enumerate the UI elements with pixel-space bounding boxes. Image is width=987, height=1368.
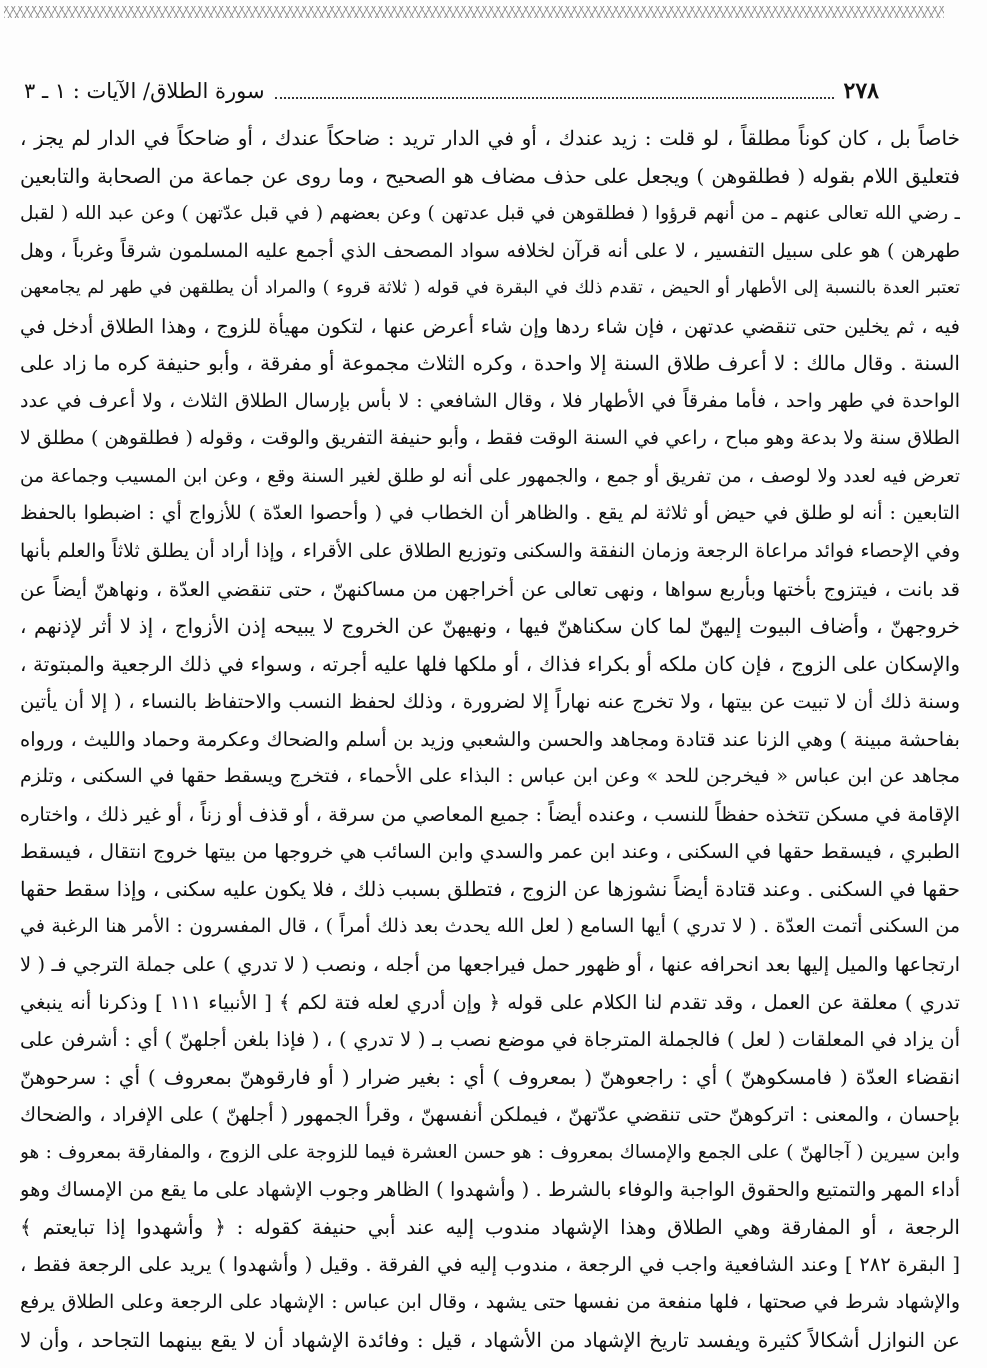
text-line: الواحدة في طهر واحد ، فأما مفرقاً في الأطهار فلا ، وقال الشافعي : لا بأس بإرسال الطلاق الثلاث ، ولا أعرف في عدد [20,389,960,412]
header-dotted-leader [275,83,834,99]
text-line: فيه ، ثم يخلين حتى تنقضي عدتهن ، فإن شاء ردها وإن شاء أعرض عنها ، لتكون مهيأة للزوج ، وهذا الطلاق أدخل في [20,314,960,338]
text-line: أداء المهر والتمتيع والحقوق الواجبة والوفاء بالشرط . ( وأشهدوا ) الظاهر وجوب الإشهاد على ما يقع من الإمساك وهو [20,1178,960,1202]
body-text [20,120,960,1359]
text-line: الطبري ، فيسقط حقها في السكنى ، وعند ابن عمر والسدي وابن السائب هي خروجها من بيتها خروج انتقال ، فيسقط [20,840,960,864]
text-line: بإحسان ، والمعنى : اتركوهنّ حتى تنقضي عدّتهنّ ، فيملكن أنفسهنّ ، وقرأ الجمهور ( أجلهنّ ) على الإفراد ، والضحاك [20,1103,960,1127]
text-line: عن النوازل أشكالاً كثيرة ويفسد تاريخ الإشهاد من الأشهاد ، قيل : وفائدة الإشهاد أن لا يقع بينهما التجاحد ، وأن لا [20,1327,960,1352]
text-line: قد بانت ، فيتزوج بأختها وبأربع سواها ، ونهى تعالى عن أخراجهن من مساكنهنّ ، حتى تنقضي العدّة ، ونهاهنّ أيضاً عن [20,577,960,601]
text-line: تدري ) معلقة عن العمل ، وقد تقدم لنا الكلام على قوله ﴿ وإن أدري لعله فتة لكم ﴾ [ الأنبياء ١١١ ] وذكرنا أنه ينبغي [20,990,960,1014]
text-line: انقضاء العدّة ( فامسكوهنّ ) أي : راجعوهنّ ( بمعروف ) أي : بغير ضرار ( أو فارقوهنّ بمعروف ) أي : سرحوهنّ [20,1064,960,1089]
text-line: من السكنى أتمت العدّة . ( لا تدري ) أيها السامع ( لعل الله يحدث بعد ذلك أمراً ) ، قال المفسرون : الأمر هنا الرغبة في [20,915,960,938]
text-line: أن يزاد في المعلقات ( لعل ) فالجملة المترجاة في موضع نصب بـ ( لا تدري ) ، ( فإذا بلغن أجلهنّ ) أي : أشرفن على [20,1028,960,1052]
text-line: تعتبر العدة بالنسبة إلى الأطهار أو الحيض ، تقدم ذلك في البقرة في قوله ( ثلاثة قروء ) والمراد أن يطلقهن في طهر لم يجامعهن [20,278,960,299]
text-line: مجاهد عن ابن عباس « فيخرجن للحد » وعن ابن عباس : البذاء على الأحماء ، فتخرج ويسقط حقها في السكنى ، وتلزم [20,765,960,788]
text-line: والإسكان على الزوج ، فإن كان ملكه أو بكراء فذاك ، أو ملكها فلها عليه أجرته ، وسواء في ذلك الرجعية والمبتوتة ، [20,651,960,676]
running-header [24,74,879,108]
text-line: خاصاً بل ، كان كوناً مطلقاً ، لو قلت : زيد عندك ، أو في الدار تريد : ضاحكاً عندك ، أو ضاحكاً في الدار لم يجز ، [20,126,960,150]
text-line: وفي الإحصاء فوائد مراعاة الرجعة وزمان النفقة والسكنى وتوزيع الطلاق على الأقراء ، وإذا أراد أن يطلق ثلاثاً والعلم بأنها [20,540,960,563]
text-line: طهرهن ) هو على سبيل التفسير ، لا على أنه قرآن لخلافه سواد المصحف الذي أجمع عليه المسلمون شرقاً وغرباً ، وهل [20,239,960,262]
text-line: السنة . وقال مالك : لا أعرف طلاق السنة إلا واحدة ، وكره الثلاث مجموعة أو مفرقة ، وأبو حنيفة كره ما زاد على [20,351,960,376]
header-title: سورة الطلاق/ الآيات : ١ ـ ٣ [24,79,265,103]
text-line: [ البقرة ٢٨٢ ] وعند الشافعية واجب في الرجعة ، مندوب إليه في الفرقة . وقيل ( وأشهدوا ) يريد على الرجعة فقط ، [20,1253,960,1277]
text-line: الرجعة ، أو المفارقة وهي الطلاق وهذا الإشهاد مندوب إليه عند أبي حنيفة كقوله : ﴿ وأشهدوا إذا تبايعتم ﴾ [20,1214,960,1239]
page-number: ٢٧٨ [843,78,879,104]
text-line: والإشهاد شرط في صحتها ، فلها منفعة من نفسها حتى يشهد ، وقال ابن عباس : الإشهاد على الرجعة وعلى الطلاق يرفع [20,1290,960,1313]
text-line: ـ رضي الله تعالى عنهم ـ من أنهم قرؤوا ( فطلقوهن في قبل عدتهن ) وعن بعضهم ( في قبل عدّتهن ) وعن عبد الله ( لقبل [20,203,960,225]
text-line: خروجهنّ ، وأضاف البيوت إليهنّ لما كان سكناهنّ فيها ، ونهيهنّ عن الخروج لا يبيحه إذن الأزواج ، إذ لا أثر لإذنهم ، [20,614,960,639]
text-line: وابن سيرين ( آجالهنّ ) على الجمع والإمساك بمعروف : هو حسن العشرة فيما للزوجة على الزوج ، والمفارقة بمعروف : هو [20,1141,960,1163]
text-line: وسنة ذلك أن لا تبيت عن بيتها ، ولا تخرج عنه نهاراً إلا لضرورة ، وذلك لحفظ النسب والاحتفاظ بالنساء ، ( إلا أن يأتين [20,690,960,714]
text-line: ارتجاعها والميل إليها بعد انحرافه عنها ، أو ظهور حمل فيراجعها من أجله ، ونصب ( لا تدري ) على جملة الترجي فـ ( لا [20,953,960,977]
text-line: الطلاق سنة ولا بدعة وهو مباح ، راعي في السنة الوقت فقط ، وأبو حنيفة التفريق والوقت ، وقوله ( فطلقوهن ) مطلق لا [20,427,960,450]
text-line: حقها في السكنى . وعند قتادة أيضاً نشوزها عن الزوج ، فتطلق بسبب ذلك ، فلا يكون عليه سكنى ، وإذا سقط حقها [20,876,960,901]
text-line: تعرض فيه لعدد ولا لوصف ، من تفريق أو جمع ، والجمهور على أنه لو طلق لغير السنة وقع ، وعن ابن المسيب وجماعة من [20,465,960,487]
text-line: فتعليق اللام بقوله ( فطلقوهن ) ويجعل على حذف مضاف هو الصحيح ، وما روى عن جماعة من الصحابة والتابعين [20,163,960,188]
text-line: الإقامة في مسكن تتخذه حفظاً للنسب ، وعنده أيضاً : جميع المعاصي من سرقة ، أو قذف أو زناً ، أو غير ذلك ، واختاره [20,802,960,826]
text-line: بفاحشة مبينة ) وهي الزنا عند قتادة ومجاهد والحسن والشعبي وزيد بن أسلم والضحاك وعكرمة وحماد والليث ، ورواه [20,727,960,751]
top-border-ornament [4,6,944,18]
text-line: التابعين : أنه لو طلق في حيض أو ثلاثة لم يقع . والظاهر أن الخطاب في ( وأحصوا العدّة ) للأزواج أي : اضبطوا بالحفظ [20,502,960,525]
